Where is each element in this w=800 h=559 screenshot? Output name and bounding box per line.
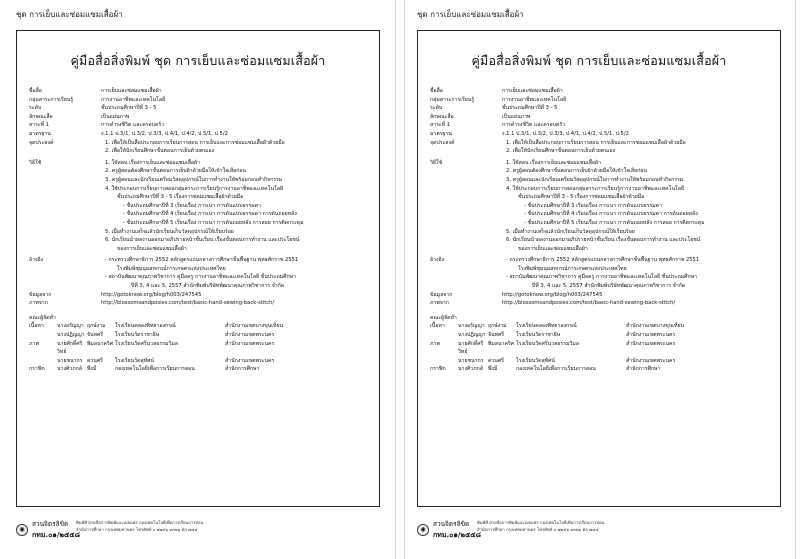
value-method-3: 3. ครูผู้สอนและนักเรียนเตรียมวัสดุอุปกรณ์ในการทำงานให้พร้อมก่อนทำกิจกรรม	[105, 176, 283, 183]
value-method-4c: - ชั้นประถมศึกษาปีที่ 4 เรียนเรื่อง การเนา การด้นแบบธรรมดา การด้นถอยหลัง	[123, 211, 297, 218]
value-method-6a: ของการเย็บและซ่อมแซมเสื้อผ้า	[117, 245, 187, 252]
page-footer	[417, 516, 781, 552]
value-ref-1a: โรงพิมพ์ชุมนุมสหกรณ์การเกษตรแห่งประเทศไทย	[117, 265, 226, 272]
team-row: นายชนากร ด่วนศรี โรงเรียนวัดสุทัศน์ สำนักงานเขตพระนคร	[57, 357, 275, 364]
value-method-6a: ของการเย็บและซ่อมแซมเสื้อผ้า	[518, 245, 588, 252]
seal-icon: ✺	[417, 524, 429, 536]
value-strand: การดำรงชีวิต และครอบครัว	[101, 122, 165, 129]
team-row: นางปฏิญญา จันทศรี โรงเรียนวัดราชาธิษ สำนักงานเขตพระนคร	[57, 332, 275, 339]
value-method-4: 4. ใช้ประกอบการเรียนการสอนกลุ่มสาระการเรียนรู้การงานอาชีพและเทคโนโลยี	[105, 185, 283, 192]
label-purpose: จุดประสงค์	[430, 139, 455, 146]
team-row: กราฟิก นางศิวภกส์ พึ่งมี กองเทคโนโลยีเพื่อการเรียนการสอน สำนักการศึกษา	[430, 366, 661, 373]
value-method-5: 5. เมื่อทำงานเสร็จแล้วนักเรียนเก็บวัสดุอุปกรณ์ให้เรียบร้อย	[506, 228, 635, 235]
value-method-1: 1. ใช้สอน เรื่องการเย็บและซ่อมแซมเสื้อผ้า	[506, 159, 601, 166]
team-row: นายชนากร ด่วนศรี โรงเรียนวัดสุทัศน์ สำนักงานเขตพระนคร	[458, 357, 676, 364]
value-purpose-2: 2. เพื่อให้นักเรียนศึกษาขั้นตอนการเย็บด้วยตนเอง	[506, 148, 616, 155]
label-strand: สาระที่ 1	[29, 122, 50, 129]
label-team: คณะผู้จัดทำ	[29, 314, 56, 321]
page-header: ชุด การเย็บและซ่อมแซมเสื้อผ้า	[16, 10, 123, 19]
value-img: http://blossomsandposies.com/test/basic-hand-sewing-back-stitch/	[101, 300, 275, 307]
value-method-4b: - ชั้นประถมศึกษาปีที่ 3 เรียนเรื่อง การเนา การด้นแบบธรรมดา	[524, 202, 662, 209]
value-ref-1a: โรงพิมพ์ชุมนุมสหกรณ์การเกษตรแห่งประเทศไทย	[518, 265, 627, 272]
document-title: คู่มือสื่อสิ่งพิมพ์ ชุด การเย็บและซ่อมแซมเสื้อผ้า	[70, 53, 326, 68]
label-img: ภาพจาก	[29, 300, 48, 307]
document-frame	[16, 30, 380, 507]
row-standard	[29, 130, 371, 139]
page-right	[404, 0, 796, 559]
label-ref: อ้างอิง	[430, 257, 445, 264]
label-name: ชื่อสื่อ	[430, 88, 443, 94]
label-ref: อ้างอิง	[29, 257, 44, 264]
row-img	[29, 299, 371, 308]
publisher-name: สวนจิตรลิขิต	[32, 520, 69, 528]
row-name	[29, 87, 371, 96]
team-row: นางปฏิญญา จันทศรี โรงเรียนวัดราชาธิษ สำนักงานเขตพระนคร	[458, 332, 676, 339]
row-method	[29, 159, 371, 168]
value-type: เป็นแผ่นภาพ	[101, 113, 130, 120]
value-method-4a: ชั้นประถมศึกษาปีที่ 3 - 5 เรื่องการซ่อมแซมเสื้อผ้าด้วยมือ	[518, 194, 645, 201]
team-row: กราฟิก นางศิวภกส์ พึ่งมี กองเทคโนโลยีเพื่อการเรียนการสอน สำนักการศึกษา	[29, 366, 260, 373]
label-team: คณะผู้จัดทำ	[430, 314, 457, 321]
label-level: ระดับ	[430, 105, 443, 112]
value-level: ชั้นประถมศึกษาปีที่ 3 - 5	[502, 105, 558, 112]
value-method-2: 2. ครูผู้สอนต้องศึกษาขั้นตอนการเย็บผ้าด้วยมือให้เข้าใจเสียก่อน	[105, 168, 246, 175]
value-info: http://gotoknow.org/blog/h003/247545	[101, 291, 202, 298]
label-type: ลักษณะสื่อ	[29, 113, 53, 120]
label-info: ข้อมูลจาก	[430, 291, 453, 298]
team-row: เนื้อหา นางอรัญญา ฤกษ์งาม โรงเรียนคลองพิทยาลงกรณ์ สำนักงานเขตบางขุนเทียน	[430, 323, 685, 330]
label-standard: มาตรฐาน	[29, 130, 51, 137]
value-purpose-1: 1. เพื่อให้เป็นสื่อประกอบการเรียนการสอน การเย็บและการซ่อมแซมเสื้อผ้าด้วยมือ	[105, 139, 285, 146]
publication-code: กทม.๐๑/๒๕๕๘	[433, 531, 482, 539]
value-ref-1: - กระทรวงศึกษาธิการ 2552 หลักสูตรแกนกลางการศึกษาขั้นพื้นฐาน พุทธศักราช 2551	[506, 257, 700, 264]
row-ref	[29, 256, 371, 265]
team-row: ภาพ นายศักดิ์ศรีวิทย์ พิมลนาคริศ โรงเรียนวัดศรีนวลธรรมวิมล สำนักงานเขตพระนคร	[430, 340, 676, 356]
value-method-3: 3. ครูผู้สอนและนักเรียนเตรียมวัสดุอุปกรณ์ในการทำงานให้พร้อมก่อนทำกิจกรรม	[506, 176, 684, 183]
document-content	[29, 87, 371, 374]
row-purpose	[29, 139, 371, 148]
value-ref-2: - สถาบันพัฒนาคุณภาพวิชาการ คู่มือครู การงานอาชีพและเทคโนโลยี ชั้นประถมศึกษา	[506, 274, 697, 281]
label-purpose: จุดประสงค์	[29, 139, 54, 146]
team-row: ภาพ นายศักดิ์ศรีวิทย์ พิมลนาคริศ โรงเรียนวัดศรีนวลธรรมวิมล สำนักงานเขตพระนคร	[29, 340, 275, 356]
label-standard: มาตรฐาน	[430, 130, 452, 137]
value-level: ชั้นประถมศึกษาปีที่ 3 - 5	[101, 105, 157, 112]
publisher-info-1: พิมพ์ที่ ฝ่ายสื่อการพิมพ์และเผยแพร่ กองเทคโนโลยีเพื่อการเรียนการสอน	[477, 520, 605, 525]
publisher-info-2: สำนักการศึกษา กรุงเทพมหานคร โทรศัพท์ ๐ ๒๒๔๖ ๑๓๒๖ ต่อ ๗๔๔	[477, 527, 599, 532]
value-name: การเย็บและซ่อมแซมเสื้อผ้า	[502, 88, 563, 94]
row-type	[29, 113, 371, 122]
value-purpose-1: 1. เพื่อให้เป็นสื่อประกอบการเรียนการสอน การเย็บและการซ่อมแซมเสื้อผ้าด้วยมือ	[506, 139, 686, 146]
value-standard: ง.1.1 ป.3/1, ป.3/2, ป.3/3, ป.4/1, ป.4/2, ป.5/1, ป.5/2	[101, 130, 228, 137]
value-method-6: 6. นักเรียนนำผลงานออกมาอภิปรายหน้าชั้นเรียน เรื่องขั้นตอนการทำงาน และประโยชน์	[105, 237, 300, 244]
label-type: ลักษณะสื่อ	[430, 113, 454, 120]
value-method-6: 6. นักเรียนนำผลงานออกมาอภิปรายหน้าชั้นเรียน เรื่องขั้นตอนการทำงาน และประโยชน์	[506, 237, 701, 244]
label-img: ภาพจาก	[430, 300, 449, 307]
value-method-4d: - ชั้นประถมศึกษาปีที่ 5 เรียนเรื่อง การเนา การด้นถอยหลัง การสอย การติดกระดุม	[123, 219, 304, 226]
page-footer	[16, 516, 380, 552]
page-left	[4, 0, 396, 559]
row-strand	[29, 121, 371, 130]
value-ref-1: - กระทรวงศึกษาธิการ 2552 หลักสูตรแกนกลางการศึกษาขั้นพื้นฐาน พุทธศักราช 2551	[105, 257, 299, 264]
label-level: ระดับ	[29, 105, 42, 112]
label-method: วิธีใช้	[430, 159, 443, 166]
value-strand: การดำรงชีวิต และครอบครัว	[502, 122, 566, 129]
value-subject: การงานอาชีพและเทคโนโลยี	[101, 96, 166, 103]
value-method-4a: ชั้นประถมศึกษาปีที่ 3 - 5 เรื่องการซ่อมแซมเสื้อผ้าด้วยมือ	[117, 194, 244, 201]
row-team-label	[29, 314, 371, 323]
value-method-4: 4. ใช้ประกอบการเรียนการสอนกลุ่มสาระการเรียนรู้การงานอาชีพและเทคโนโลยี	[506, 185, 684, 192]
document-frame	[417, 30, 781, 507]
document-content	[430, 87, 772, 374]
value-info: http://gotoknow.org/blog/h003/247545	[502, 291, 603, 298]
label-info: ข้อมูลจาก	[29, 291, 52, 298]
document-title: คู่มือสื่อสิ่งพิมพ์ ชุด การเย็บและซ่อมแซมเสื้อผ้า	[471, 53, 727, 68]
value-method-4c: - ชั้นประถมศึกษาปีที่ 4 เรียนเรื่อง การเนา การด้นแบบธรรมดา การด้นถอยหลัง	[524, 211, 698, 218]
value-ref-2a: ปีที่ 3, 4 และ 5, 2557 สำนักพิมพ์บริษัทพัฒนาคุณภาพวิชาการ จำกัด	[532, 283, 686, 290]
value-method-4b: - ชั้นประถมศึกษาปีที่ 3 เรียนเรื่อง การเนา การด้นแบบธรรมดา	[123, 202, 261, 209]
publisher-info-1: พิมพ์ที่ ฝ่ายสื่อการพิมพ์และเผยแพร่ กองเทคโนโลยีเพื่อการเรียนการสอน	[76, 520, 204, 525]
team-row: เนื้อหา นางอรัญญา ฤกษ์งาม โรงเรียนคลองพิทยาลงกรณ์ สำนักงานเขตบางขุนเทียน	[29, 323, 284, 330]
value-method-5: 5. เมื่อทำงานเสร็จแล้วนักเรียนเก็บวัสดุอุปกรณ์ให้เรียบร้อย	[105, 228, 234, 235]
publication-code: กทม.๐๑/๒๕๕๘	[32, 531, 81, 539]
value-type: เป็นแผ่นภาพ	[502, 113, 531, 120]
row-level	[29, 104, 371, 113]
seal-icon: ✺	[16, 524, 28, 536]
page-header: ชุด การเย็บและซ่อมแซมเสื้อผ้า	[417, 10, 524, 19]
label-method: วิธีใช้	[29, 159, 42, 166]
value-method-1: 1. ใช้สอน เรื่องการเย็บและซ่อมแซมเสื้อผ้า	[105, 159, 200, 166]
label-name: ชื่อสื่อ	[29, 88, 42, 94]
value-img: http://blossomsandposies.com/test/basic-hand-sewing-back-stitch/	[502, 300, 676, 307]
label-strand: สาระที่ 1	[430, 122, 451, 129]
value-purpose-2: 2. เพื่อให้นักเรียนศึกษาขั้นตอนการเย็บด้วยตนเอง	[105, 148, 215, 155]
value-ref-2: - สถาบันพัฒนาคุณภาพวิชาการ คู่มือครู การงานอาชีพและเทคโนโลยี ชั้นประถมศึกษา	[105, 274, 296, 281]
publisher-info-2: สำนักการศึกษา กรุงเทพมหานคร โทรศัพท์ ๐ ๒๒๔๖ ๑๓๒๖ ต่อ ๗๔๔	[76, 527, 198, 532]
label-subject: กลุ่มสาระการเรียนรู้	[29, 96, 74, 103]
row-subject	[29, 96, 371, 105]
value-method-2: 2. ครูผู้สอนต้องศึกษาขั้นตอนการเย็บผ้าด้วยมือให้เข้าใจเสียก่อน	[506, 168, 647, 175]
value-subject: การงานอาชีพและเทคโนโลยี	[502, 96, 567, 103]
publisher-name: สวนจิตรลิขิต	[433, 520, 470, 528]
value-ref-2a: ปีที่ 3, 4 และ 5, 2557 สำนักพิมพ์บริษัทพัฒนาคุณภาพวิชาการ จำกัด	[131, 283, 285, 290]
value-name: การเย็บและซ่อมแซมเสื้อผ้า	[101, 88, 162, 94]
label-subject: กลุ่มสาระการเรียนรู้	[430, 96, 475, 103]
value-method-4d: - ชั้นประถมศึกษาปีที่ 5 เรียนเรื่อง การเนา การด้นถอยหลัง การสอย การติดกระดุม	[524, 219, 705, 226]
row-info	[29, 291, 371, 300]
value-standard: ง.1.1 ป.3/1, ป.3/2, ป.3/3, ป.4/1, ป.4/2, ป.5/1, ป.5/2	[502, 130, 629, 137]
